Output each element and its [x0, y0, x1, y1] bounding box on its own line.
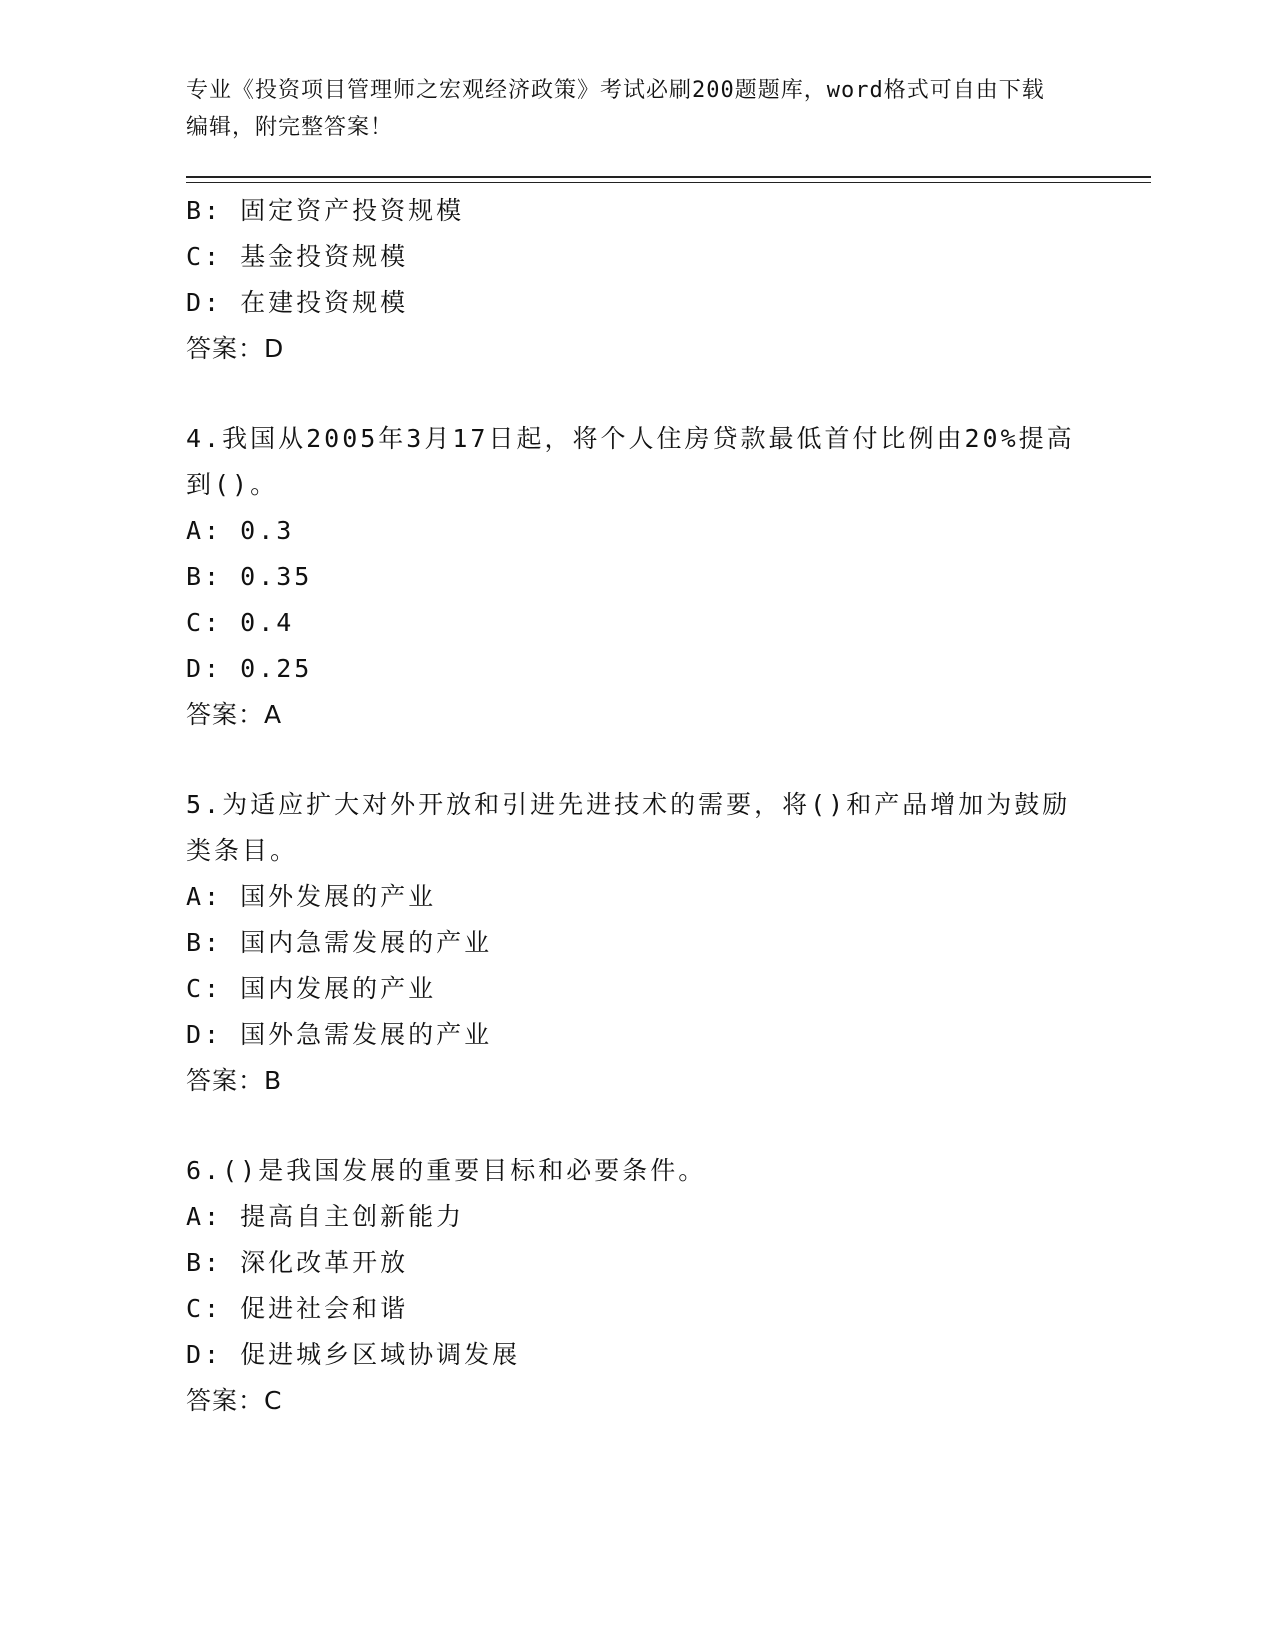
- option-b: B: 固定资产投资规模: [186, 196, 465, 225]
- option-b: B: 国内急需发展的产业: [186, 928, 493, 957]
- option-c: C: 国内发展的产业: [186, 974, 437, 1003]
- document-header: 专业《投资项目管理师之宏观经济政策》考试必刷200题题库，word格式可自由下载编辑，附完整答案！: [186, 78, 1045, 140]
- option-b: B: 深化改革开放: [186, 1248, 409, 1277]
- option-d: D: 促进城乡区域协调发展: [186, 1340, 521, 1369]
- answer-line: 答案：D: [186, 334, 285, 363]
- spacer: [186, 372, 1086, 416]
- option-d: D: 在建投资规模: [186, 288, 409, 317]
- answer-line: 答案：A: [186, 700, 283, 729]
- question-block-5: [186, 782, 1086, 1104]
- option-c: C: 0.4: [186, 608, 295, 637]
- question-text: 4.我国从2005年3月17日起，将个人住房贷款最低首付比例由20%提高到()。: [186, 424, 1075, 499]
- question-text: 6.()是我国发展的重要目标和必要条件。: [186, 1156, 707, 1185]
- option-a: A: 国外发展的产业: [186, 882, 437, 911]
- prev-question-block: [186, 188, 1086, 372]
- question-block-6: [186, 1148, 1086, 1424]
- option-a: A: 0.3: [186, 516, 295, 545]
- option-c: C: 基金投资规模: [186, 242, 409, 271]
- option-b: B: 0.35: [186, 562, 313, 591]
- option-d: D: 国外急需发展的产业: [186, 1020, 493, 1049]
- header-rule-thick: [186, 176, 1151, 178]
- question-content: [186, 188, 1086, 1424]
- header-rule-thin: [186, 182, 1151, 183]
- spacer: [186, 738, 1086, 782]
- spacer: [186, 1104, 1086, 1148]
- question-block-4: [186, 416, 1086, 738]
- option-c: C: 促进社会和谐: [186, 1294, 409, 1323]
- answer-line: 答案：C: [186, 1386, 283, 1415]
- answer-line: 答案：B: [186, 1066, 283, 1095]
- option-d: D: 0.25: [186, 654, 313, 683]
- question-text: 5.为适应扩大对外开放和引进先进技术的需要，将()和产品增加为鼓励类条目。: [186, 790, 1071, 865]
- option-a: A: 提高自主创新能力: [186, 1202, 465, 1231]
